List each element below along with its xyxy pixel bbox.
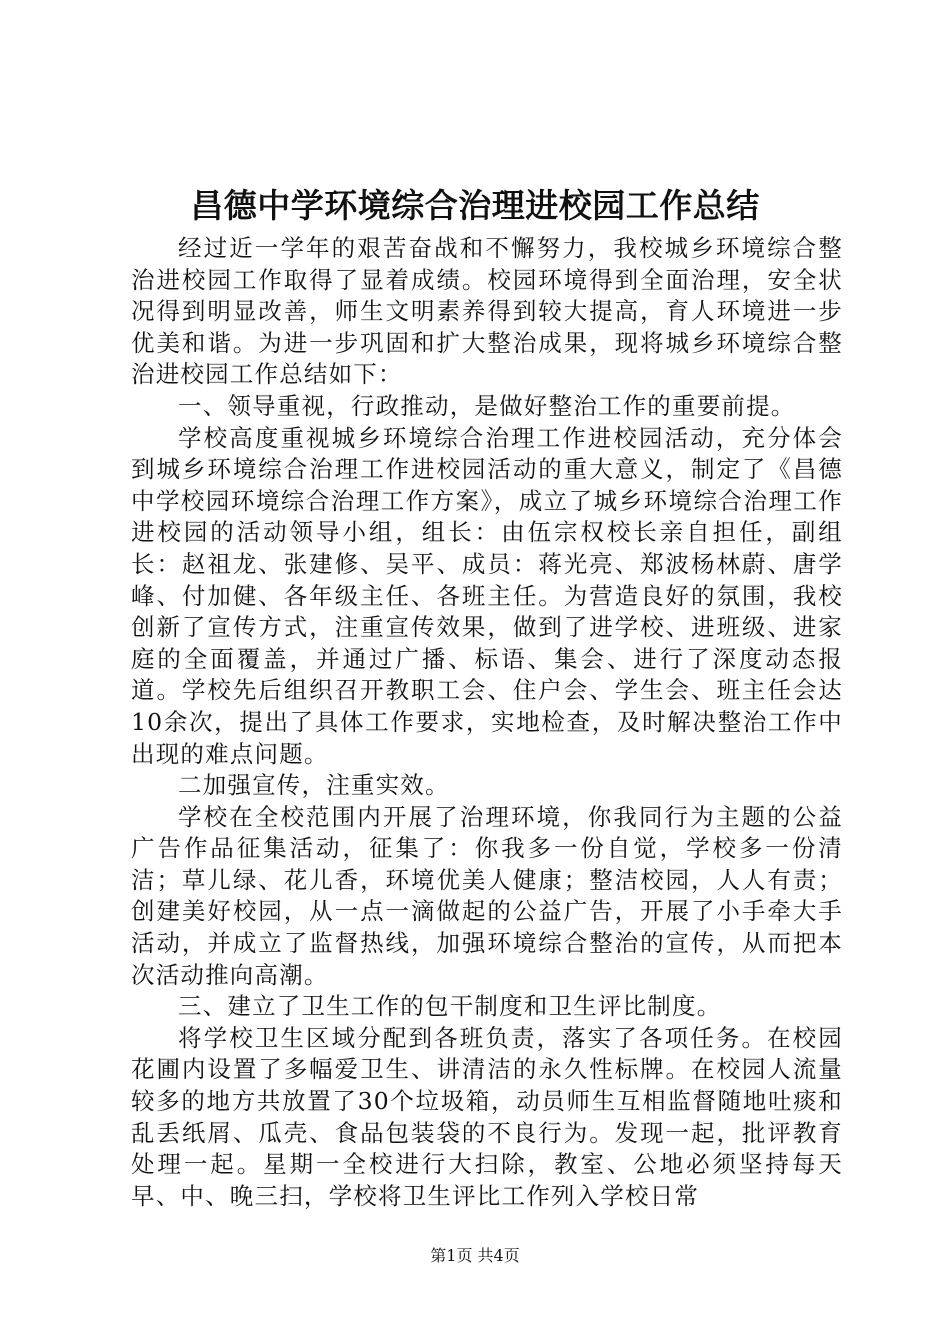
section-1-paragraph: 学校高度重视城乡环境综合治理工作进校园活动，充分体会到城乡环境综合治理工作进校园活动的重大意义，制定了《昌德中学校园环境综合治理工作方案》，成立了城乡环境综合治理工作进校园的活动领导小组，组长：由伍宗权校长亲自担任，副组长：赵祖龙、张建修、吴平、成员：蒋光亮、郑波杨林蔚、唐学峰、付加健、各年级主任、各班主任。为营造良好的氛围，我校创新了宣传方式，注重宣传效果，做到了进学校、进班级、进家庭的全面覆盖，并通过广播、标语、集会、进行了深度动态报道。学校先后组织召开教职工会、住户会、学生会、班主任会达10余次，提出了具体工作要求，实地检查，及时解决整治工作中出现的难点问题。 (131, 423, 843, 768)
document-title: 昌德中学环境综合治理进校园工作总结 (190, 186, 760, 225)
section-3-paragraph: 将学校卫生区域分配到各班负责，落实了各项任务。在校园花圃内设置了多幅爱卫生、讲清洁的永久性标牌。在校园人流量较多的地方共放置了30个垃圾箱，动员师生互相监督随地吐痰和乱丢纸屑、瓜壳、食品包装袋的不良行为。发现一起，批评教育处理一起。星期一全校进行大扫除，教室、公地必须坚持每天早、中、晚三扫，学校将卫生评比工作列入学校日常 (131, 1023, 843, 1210)
section-heading-3: 三、建立了卫生工作的包干制度和卫生评比制度。 (178, 992, 722, 1021)
section-2-paragraph: 学校在全校范围内开展了治理环境，你我同行为主题的公益广告作品征集活动，征集了：你我多一份自觉，学校多一份清洁；草儿绿、花儿香，环境优美人健康；整洁校园，人人有责；创建美好校园，从一点一滴做起的公益广告，开展了小手牵大手活动，并成立了监督热线，加强环境综合整治的宣传，从而把本次活动推向高潮。 (131, 802, 843, 989)
section-heading-2: 二加强宣传，注重实效。 (178, 771, 450, 800)
section-heading-1: 一、领导重视，行政推动，是做好整治工作的重要前提。 (178, 391, 796, 420)
document-body (131, 233, 843, 1212)
page-number-footer: 第1页 共4页 (430, 1246, 520, 1265)
intro-paragraph: 经过近一学年的艰苦奋战和不懈努力，我校城乡环境综合整治进校园工作取得了显着成绩。校园环境得到全面治理，安全状况得到明显改善，师生文明素养得到较大提高，育人环境进一步优美和谐。为进一步巩固和扩大整治成果，现将城乡环境综合整治进校园工作总结如下： (131, 234, 843, 389)
